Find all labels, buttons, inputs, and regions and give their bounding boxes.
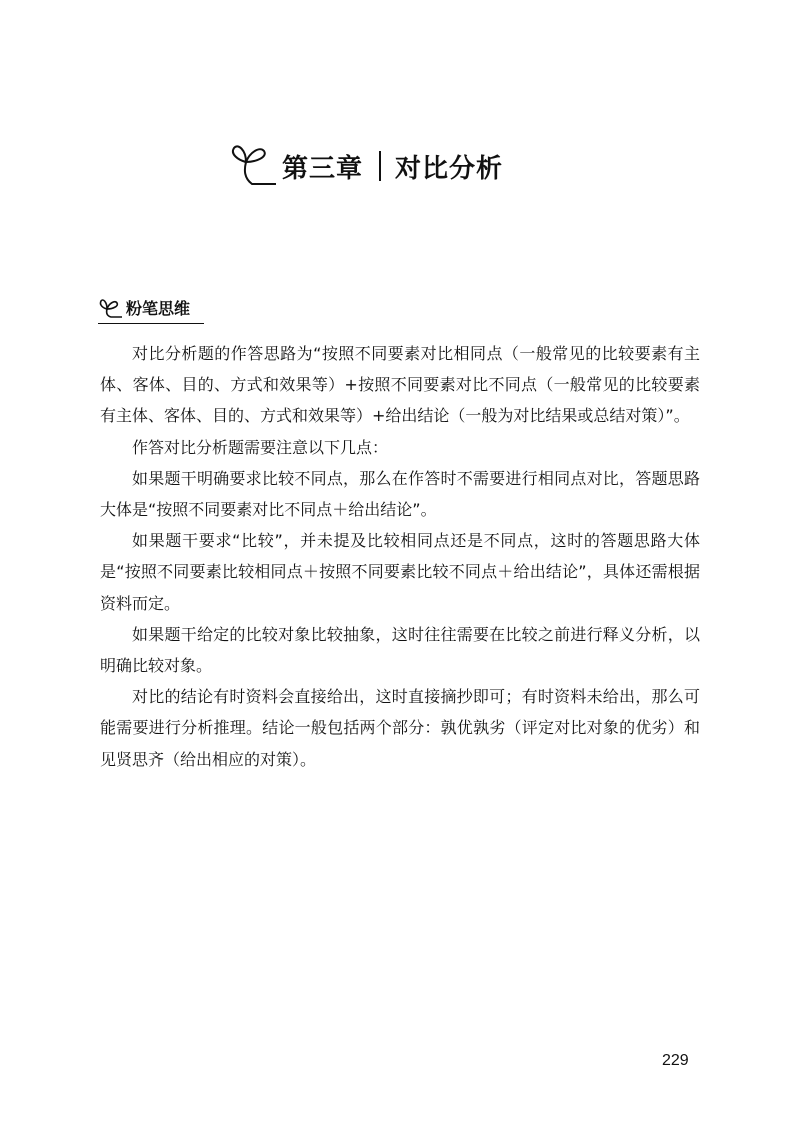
- chapter-heading: [226, 140, 503, 192]
- paragraph: 如果题干给定的比较对象比较抽象，这时往往需要在比较之前进行释义分析，以明确比较对象。: [100, 624, 700, 676]
- section-heading: [98, 296, 204, 324]
- paragraph: 对比分析题的作答思路为“按照不同要素对比相同点（一般常见的比较要素有主体、客体、目的、方式和效果等）+按照不同要素对比不同点（一般常见的比较要素有主体、客体、目的、方式和效果等）+给出结论（一般为对比结果或总结对策）”。: [100, 344, 700, 426]
- chapter-title: 对比分析: [395, 153, 504, 184]
- chapter-number: 第三章: [282, 153, 364, 184]
- section-title: 粉笔思维: [126, 299, 191, 318]
- sprout-icon: [98, 297, 124, 319]
- paragraph: 对比的结论有时资料会直接给出，这时直接摘抄即可；有时资料未给出，那么可能需要进行分析推理。结论一般包括两个部分：孰优孰劣（评定对比对象的优劣）和见贤思齐（给出相应的对策）。: [100, 687, 700, 769]
- body-text: [100, 338, 700, 775]
- chapter-divider: [379, 151, 381, 181]
- page-number: 229: [662, 1052, 689, 1069]
- paragraph: 如果题干明确要求比较不同点，那么在作答时不需要进行相同点对比，答题思路大体是“按照不同要素对比不同点＋给出结论”。: [100, 468, 700, 520]
- paragraph: 作答对比分析题需要注意以下几点：: [132, 437, 389, 457]
- paragraph: 如果题干要求“比较”，并未提及比较相同点还是不同点，这时的答题思路大体是“按照不同要素比较相同点＋按照不同要素比较不同点＋给出结论”，具体还需根据资料而定。: [100, 531, 700, 613]
- sprout-icon: [226, 140, 278, 192]
